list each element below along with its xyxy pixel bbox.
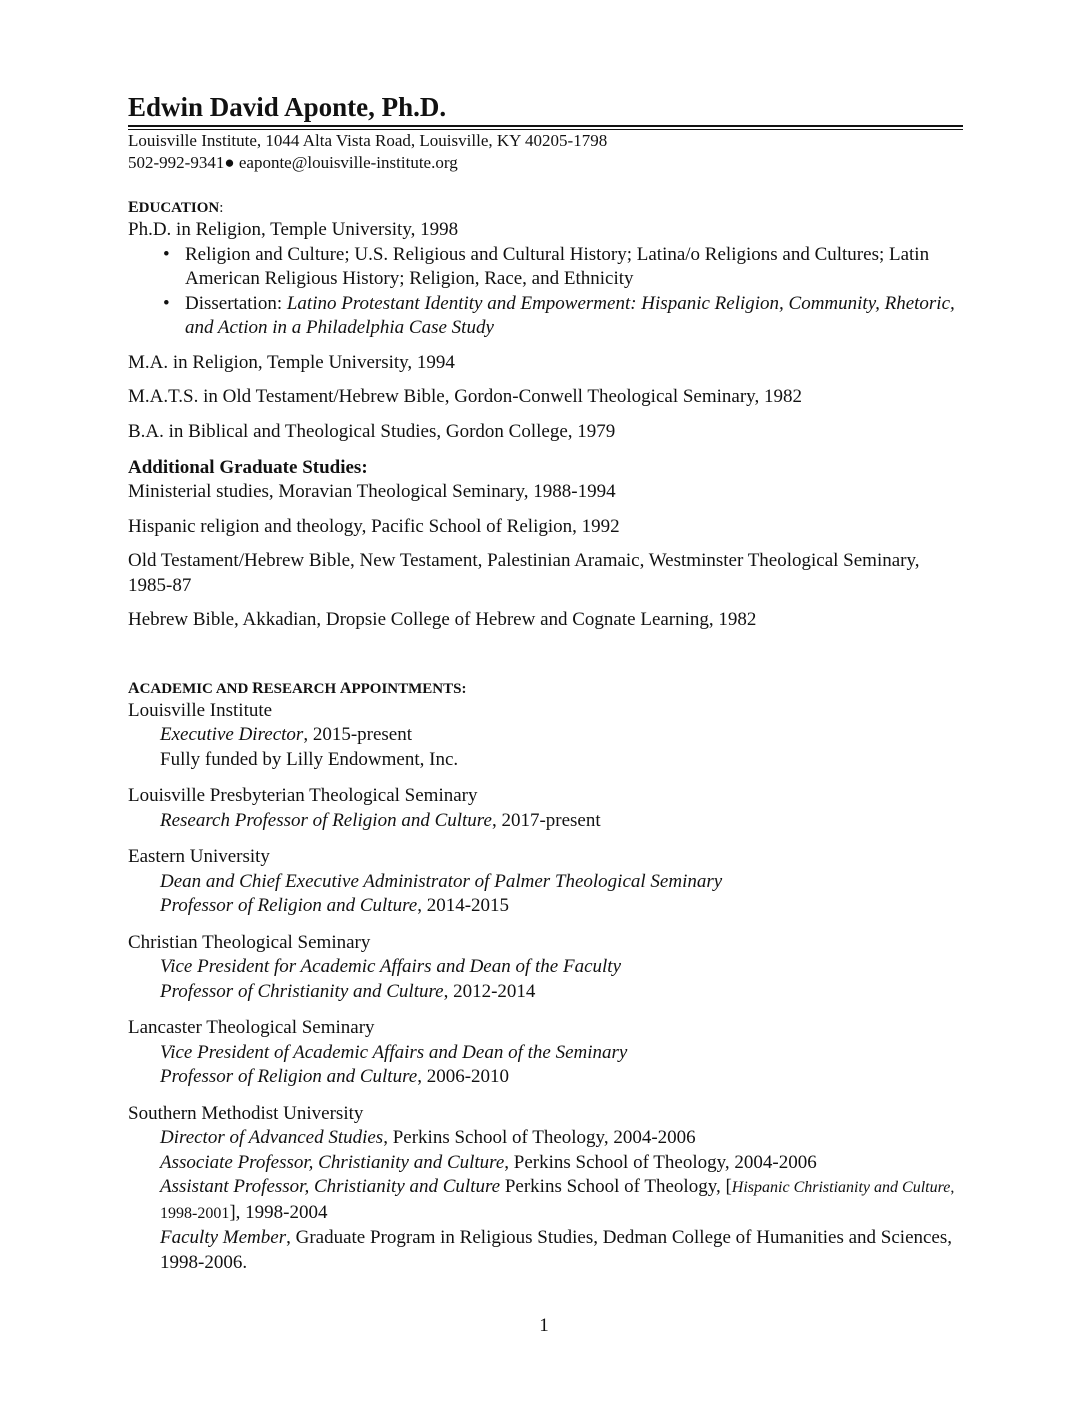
appointment-role: Professor of Christianity and Culture, 2012-2014: [160, 980, 536, 1002]
page-number: 1: [539, 1315, 549, 1336]
contact-line: [128, 152, 963, 174]
list-item: Old Testament/Hebrew Bible, New Testament, Palestinian Aramaic, Westminster Theological Seminary, 1985-87: [128, 550, 920, 596]
appointment-org: Southern Methodist University: [128, 1102, 364, 1124]
education-heading: EDUCATION:: [128, 199, 224, 216]
appointment-org: Lancaster Theological Seminary: [128, 1017, 375, 1038]
resume-page: [128, 90, 963, 1275]
appointment-org: Louisville Institute: [128, 699, 273, 721]
appointment-role: Faculty Member, Graduate Program in Religious Studies, Dedman College of Humanities and Sciences, 1998-2006.: [160, 1227, 953, 1273]
appointment-role: Vice President of Academic Affairs and Dean of the Seminary: [160, 1041, 628, 1063]
contact-phone: 502-992-9341: [128, 153, 225, 172]
degree-mats: M.A.T.S. in Old Testament/Hebrew Bible, Gordon-Conwell Theological Seminary, 1982: [128, 386, 802, 407]
appointment-org: Louisville Presbyterian Theological Seminary: [128, 785, 478, 806]
list-item: Hebrew Bible, Akkadian, Dropsie College of Hebrew and Cognate Learning, 1982: [128, 609, 757, 630]
header-rule: [128, 125, 963, 127]
bullet-separator: ●: [224, 153, 235, 172]
additional-studies-heading: Additional Graduate Studies:: [128, 457, 368, 478]
contact-address: Louisville Institute, 1044 Alta Vista Road, Louisville, KY 40205-1798: [128, 131, 608, 150]
appointment-role: Professor of Religion and Culture, 2014-2015: [160, 895, 510, 916]
degree-ma: M.A. in Religion, Temple University, 1994: [128, 351, 455, 373]
appointment-role: Vice President for Academic Affairs and Dean of the Faculty: [160, 956, 622, 977]
appointment-role: Dean and Chief Executive Administrator of Palmer Theological Seminary: [160, 870, 723, 892]
phd-details-list: [128, 243, 963, 341]
appointments-heading: ACADEMIC AND RESEARCH APPOINTMENTS:: [128, 679, 467, 697]
appointment-role: Professor of Religion and Culture, 2006-2010: [160, 1066, 510, 1087]
list-item: Hispanic religion and theology, Pacific School of Religion, 1992: [128, 515, 620, 537]
appointment-role: Assistant Professor, Christianity and Culture Perkins School of Theology, [Hispanic Christianity and Culture, 1998-2001], 1998-2004: [160, 1176, 955, 1223]
appointment-note: Fully funded by Lilly Endowment, Inc.: [160, 748, 459, 770]
dissertation-title: Latino Protestant Identity and Empowerment: Hispanic Religion, Community, Rhetoric, and Action in a Philadelphia Case Study: [185, 292, 955, 338]
appointment-org: Eastern University: [128, 846, 270, 867]
list-item: • Dissertation: Latino Protestant Identity and Empowerment: Hispanic Religion, Community, Rhetoric, and Action in a Philadelphia Case Study: [185, 292, 963, 341]
appointment-role: Research Professor of Religion and Culture, 2017-present: [160, 809, 601, 831]
appointment-role: Director of Advanced Studies, Perkins School of Theology, 2004-2006: [160, 1127, 696, 1148]
list-item: Ministerial studies, Moravian Theological Seminary, 1988-1994: [128, 481, 616, 502]
degree-ba: B.A. in Biblical and Theological Studies, Gordon College, 1979: [128, 420, 616, 442]
appointment-org: Christian Theological Seminary: [128, 931, 371, 953]
degree-phd: Ph.D. in Religion, Temple University, 1998: [128, 219, 459, 240]
list-item: • Religion and Culture; U.S. Religious and Cultural History; Latina/o Religions and Cultures; Latin American Religious History; Religion, Race, and Ethnicity: [185, 243, 963, 292]
appointment-role: Associate Professor, Christianity and Culture, Perkins School of Theology, 2004-2006: [160, 1151, 817, 1173]
page-title: Edwin David Aponte, Ph.D.: [128, 92, 447, 122]
contact-email[interactable]: eaponte@louisville-institute.org: [238, 153, 458, 172]
appointment-role: Executive Director, 2015-present: [160, 724, 413, 745]
